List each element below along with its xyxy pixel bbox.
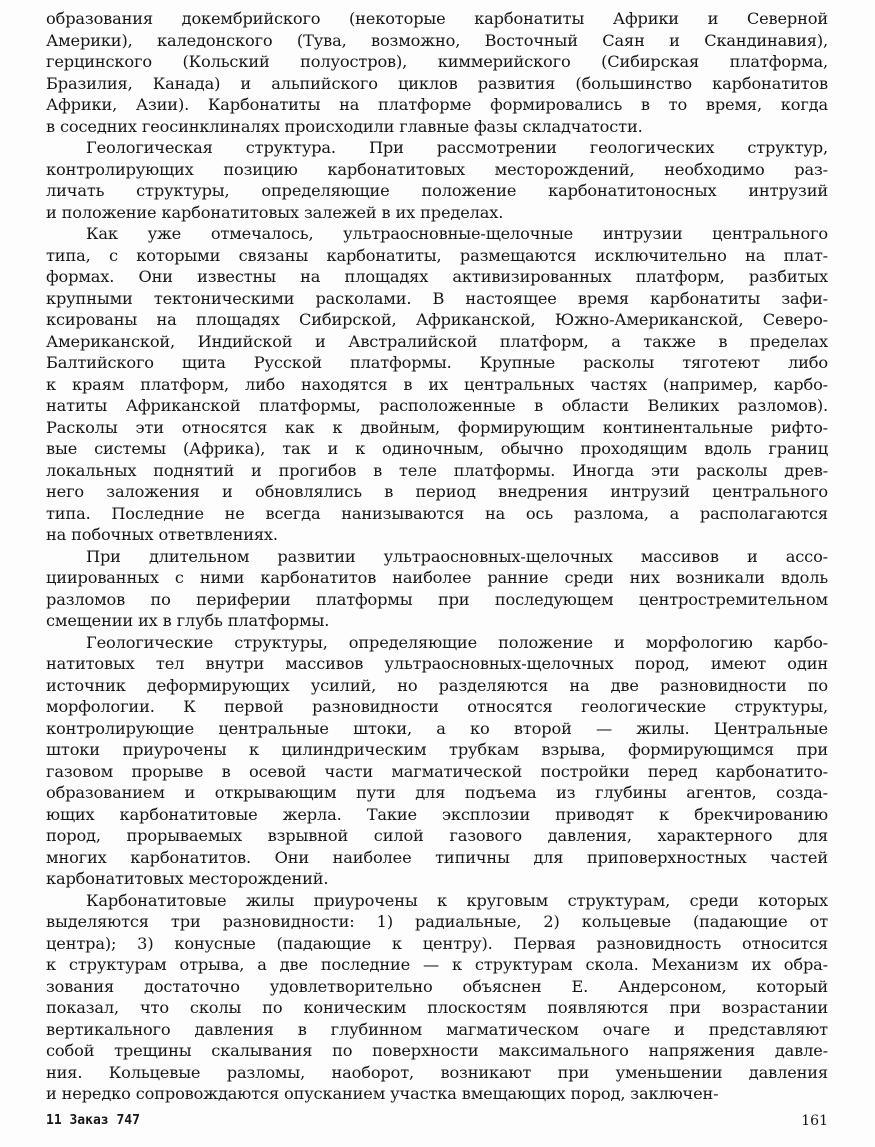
text-line: многих карбонатитов. Они наиболее типичны для приповерхностных частей <box>46 847 828 867</box>
text-line: разломов по периферии платформы при последующем центростремительном <box>46 589 828 609</box>
paragraph <box>46 8 828 137</box>
text-line: типа. Последние не всегда нанизываются на ось разлома, а располагаются <box>46 503 828 523</box>
text-line: и нередко сопровождаются опусканием участка вмещающих пород, заключен- <box>46 1084 719 1103</box>
text-line: в соседних геосинклиналях происходили главные фазы складчатости. <box>46 116 643 136</box>
text-line: контролирующих позицию карбонатитовых месторождений, необходимо раз- <box>46 159 828 179</box>
text-line: Америки), каледонского (Тува, возможно, Восточный Саян и Скандинавия), <box>46 30 828 50</box>
paragraph <box>46 546 828 632</box>
text-line: локальных поднятий и прогибов в теле платформы. Иногда эти расколы древ- <box>46 460 828 480</box>
text-line: к структурам отрыва, а две последние — к структурам скола. Механизм их обра- <box>46 955 828 974</box>
text-line: При длительном развитии ультраосновных-щелочных массивов и ассо- <box>86 546 828 566</box>
text-line: на побочных ответвлениях. <box>46 525 278 544</box>
text-line: вертикального давления в глубинном магматическом очаге и представляют <box>46 1019 828 1039</box>
text-line: ксированы на площадях Сибирской, Африканской, Южно-Американской, Северо- <box>46 310 828 329</box>
text-line: центра); 3) конусные (падающие к центру). Первая разновидность относится <box>46 933 828 953</box>
text-line: Бразилия, Канада) и альпийского циклов развития (большинство карбонатитов <box>46 73 828 93</box>
text-line: и положение карбонатитовых залежей в их пределах. <box>46 202 504 222</box>
text-line: типа, с которыми связаны карбонатиты, размещаются исключительно на плат- <box>46 245 828 265</box>
text-line: Геологическая структура. При рассмотрении геологических структур, <box>86 138 828 157</box>
page-number: 161 <box>801 1113 828 1129</box>
text-line: него заложения и обновлялись в период внедрения интрузий центрального <box>46 482 828 501</box>
text-line: образованием и открывающим пути для подъема из глубины агентов, созда- <box>46 783 828 802</box>
text-line: ния. Кольцевые разломы, наоборот, возникают при уменьшении давления <box>46 1062 828 1082</box>
text-line: Как уже отмечалось, ультраосновные-щелочные интрузии центрального <box>86 224 828 243</box>
text-line: пород, прорываемых взрывной силой газового давления, характерного для <box>46 826 828 845</box>
text-line: контролирующие центральные штоки, а ко второй — жилы. Центральные <box>46 718 828 738</box>
text-line: штоки приурочены к цилиндрическим трубкам взрыва, формирующимся при <box>46 740 828 759</box>
text-line: личать структуры, определяющие положение карбонатитоносных интрузий <box>46 181 828 200</box>
printer-signature: 11 Заказ 747 <box>46 1113 140 1128</box>
text-line: Карбонатитовые жилы приурочены к круговым структурам, среди которых <box>86 890 828 910</box>
text-line: герцинского (Кольский полуостров), киммерийского (Сибирская платформа, <box>46 52 828 71</box>
text-line: морфологии. К первой разновидности относятся геологические структуры, <box>46 697 828 716</box>
text-line: Расколы эти относятся как к двойным, формирующим континентальные рифто- <box>46 417 828 437</box>
text-line: собой трещины скалывания по поверхности максимального напряжения давле- <box>46 1041 828 1060</box>
paragraph <box>46 890 828 1105</box>
text-line: крупными тектоническими расколами. В настоящее время карбонатиты зафи- <box>46 288 828 308</box>
text-line: циированных с ними карбонатитов наиболее ранние среди них возникали вдоль <box>46 568 828 587</box>
text-line: источник деформирующих усилий, но разделяются на две разновидности по <box>46 675 828 695</box>
text-line: Балтийского щита Русской платформы. Крупные расколы тяготеют либо <box>46 353 828 372</box>
text-line: вые системы (Африка), так и к одиночным, обычно проходящим вдоль границ <box>46 439 828 458</box>
body-text <box>46 8 828 1105</box>
text-line: формах. Они известны на площадях активизированных платформ, разбитых <box>46 267 828 286</box>
paragraph <box>46 137 828 223</box>
paragraph <box>46 632 828 890</box>
text-line: зования достаточно удовлетворительно объяснен Е. Андерсоном, который <box>46 976 828 996</box>
text-line: Африки, Азии). Карбонатиты на платформе формировались в то время, когда <box>46 95 828 114</box>
text-line: натитовых тел внутри массивов ультраосновных-щелочных пород, имеют один <box>46 654 828 673</box>
text-line: Геологические структуры, определяющие положение и морфологию карбо- <box>86 632 828 652</box>
text-line: Американской, Индийской и Австралийской платформ, а также в пределах <box>46 331 828 351</box>
text-line: показал, что сколы по коническим плоскостям появляются при возрастании <box>46 998 828 1017</box>
text-line: газовом прорыве в осевой части магматической постройки перед карбонатито- <box>46 761 828 781</box>
text-line: карбонатитовых месторождений. <box>46 869 329 888</box>
text-line: к краям платформ, либо находятся в их центральных частях (например, карбо- <box>46 374 828 394</box>
text-line: выделяются три разновидности: 1) радиальные, 2) кольцевые (падающие от <box>46 912 828 931</box>
text-line: натиты Африканской платформы, расположенные в области Великих разломов). <box>46 396 828 415</box>
paragraph <box>46 223 828 546</box>
text-line: ющих карбонатитовые жерла. Такие эксплозии приводят к брекчированию <box>46 804 828 824</box>
text-line: смещении их в глубь платформы. <box>46 611 330 630</box>
text-line: образования докембрийского (некоторые карбонатиты Африки и Северной <box>46 9 828 28</box>
